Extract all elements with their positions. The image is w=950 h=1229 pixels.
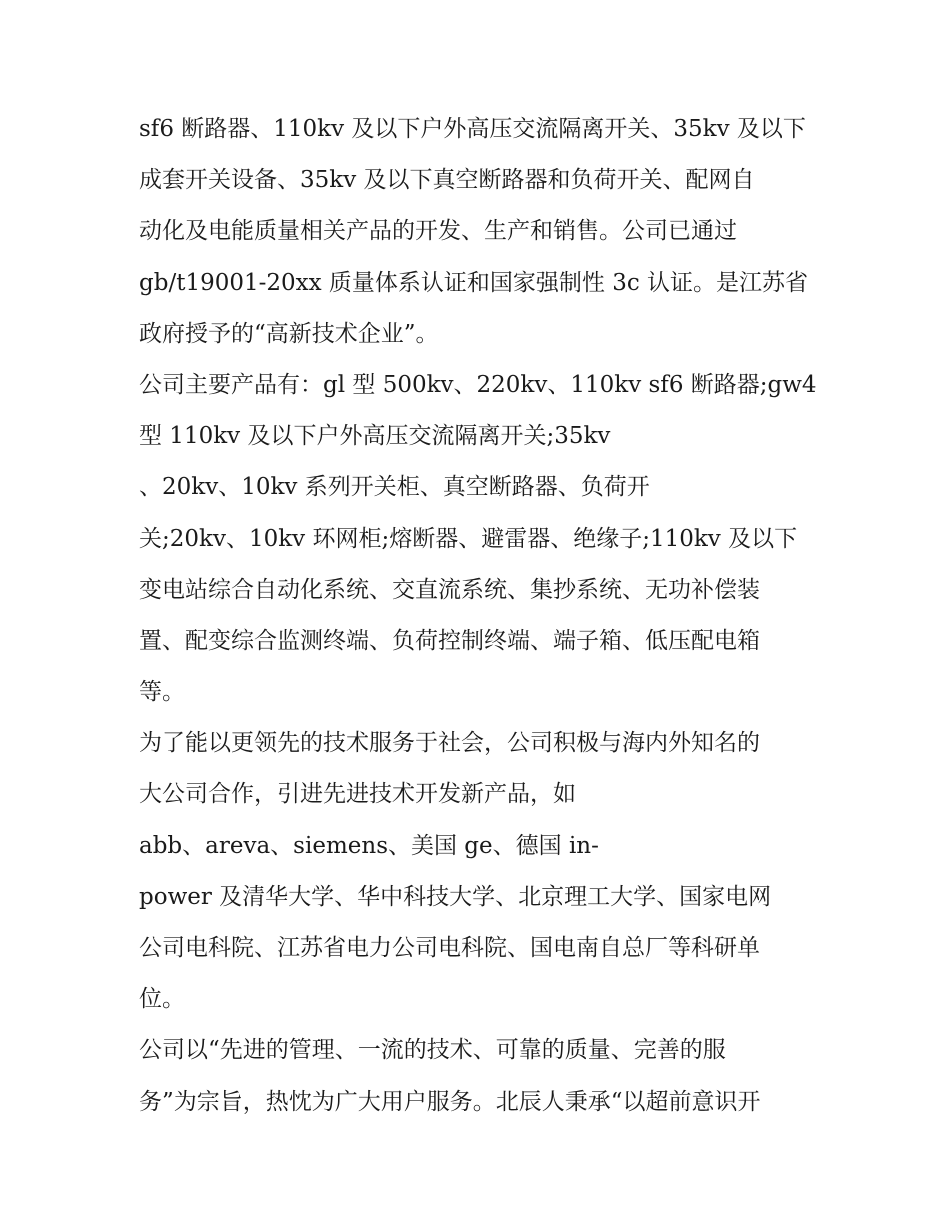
text-line: 变电站综合自动化系统、交直流系统、集抄系统、无功补偿装: [139, 576, 760, 603]
text-line: 动化及电能质量相关产品的开发、生产和销售。公司已通过: [139, 218, 737, 245]
text-line: 置、配变综合监测终端、负荷控制终端、端子箱、低压配电箱: [139, 627, 760, 654]
text-line: 等。: [139, 679, 185, 706]
text-line: gb/t19001-20xx 质量体系认证和国家强制性 3c 认证。是江苏省: [139, 269, 809, 296]
text-line: 为了能以更领先的技术服务于社会，公司积极与海内外知名的: [139, 730, 760, 757]
text-line: 关;20kv、10kv 环网柜;熔断器、避雷器、绝缘子;110kv 及以下: [139, 525, 798, 552]
text-line: 、20kv、10kv 系列开关柜、真空断路器、负荷开: [139, 474, 650, 501]
text-line: 型 110kv 及以下户外高压交流隔离开关;35kv: [139, 423, 611, 450]
text-line: 大公司合作，引进先进技术开发新产品，如: [139, 781, 576, 808]
text-line: sf6 断路器、110kv 及以下户外高压交流隔离开关、35kv 及以下: [139, 116, 806, 142]
text-line: 务”为宗旨，热忱为广大用户服务。北辰人秉承“以超前意识开: [139, 1088, 761, 1115]
body-text: [139, 104, 839, 1128]
text-line: power 及清华大学、华中科技大学、北京理工大学、国家电网: [139, 883, 772, 910]
text-line: 政府授予的“高新技术企业”。: [139, 320, 439, 347]
text-line: 公司主要产品有：gl 型 500kv、220kv、110kv sf6 断路器;gw4: [139, 371, 817, 398]
text-line: 公司以“先进的管理、一流的技术、可靠的质量、完善的服: [139, 1037, 726, 1064]
text-line: 成套开关设备、35kv 及以下真空断路器和负荷开关、配网自: [139, 167, 755, 194]
text-line: 位。: [139, 986, 185, 1013]
text-line: 公司电科院、江苏省电力公司电科院、国电南自总厂等科研单: [139, 935, 760, 961]
text-line: abb、areva、siemens、美国 ge、德国 in-: [139, 832, 599, 859]
